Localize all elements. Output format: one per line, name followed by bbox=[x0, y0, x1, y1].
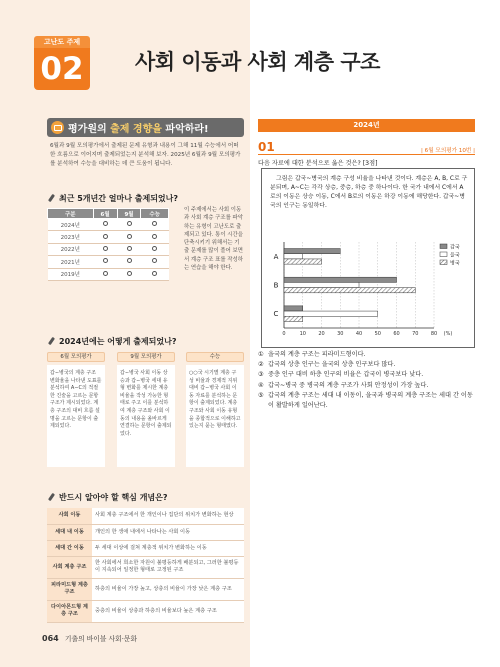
strategy-header bbox=[47, 118, 244, 137]
topic-badge bbox=[34, 36, 90, 96]
choice-number: ② bbox=[258, 361, 264, 369]
frequency-cell bbox=[117, 268, 141, 280]
bar bbox=[284, 306, 303, 311]
page-number: 064 bbox=[42, 634, 59, 643]
frequency-row bbox=[48, 268, 169, 280]
circle-mark-icon bbox=[152, 221, 157, 226]
frequency-cell bbox=[117, 231, 141, 243]
how2024-column bbox=[186, 352, 244, 467]
circle-mark-icon bbox=[152, 234, 157, 239]
choice-text: 갑국~병국 중 병국의 계층 구조가 사회 안정성이 가장 높다. bbox=[268, 381, 429, 389]
question-number: 01 bbox=[258, 140, 275, 154]
question-source: | 6월 모의평가 10번 | bbox=[421, 148, 475, 154]
question-prompt: 다음 자료에 대한 분석으로 옳은 것은? [3점] bbox=[258, 160, 378, 167]
x-tick-label: 30 bbox=[337, 331, 344, 337]
book-title: 기출의 바이블 사회·문화 bbox=[64, 635, 138, 643]
choice-number: ⑤ bbox=[258, 391, 264, 399]
how2024-column bbox=[117, 352, 175, 467]
frequency-cell bbox=[93, 256, 117, 268]
answer-choice[interactable] bbox=[258, 350, 475, 360]
answer-choice[interactable] bbox=[258, 370, 475, 380]
frequency-cell bbox=[141, 231, 169, 243]
how2024-section-title bbox=[47, 336, 176, 347]
strategy-title-highlight: 출제 경향을 bbox=[110, 124, 162, 135]
strategy-title-suffix: 파악하라! bbox=[165, 124, 209, 135]
bar bbox=[284, 277, 397, 282]
legend-label: 을국 bbox=[450, 252, 460, 259]
frequency-row bbox=[48, 256, 169, 268]
legend-label: 병국 bbox=[450, 260, 460, 267]
choice-text: 을국의 계층 구조는 피라미드형이다. bbox=[268, 351, 366, 358]
choice-number: ① bbox=[258, 351, 264, 358]
concept-row bbox=[47, 600, 244, 622]
bar bbox=[284, 311, 378, 316]
bar bbox=[284, 254, 303, 259]
frequency-table bbox=[47, 208, 169, 281]
frequency-cell bbox=[93, 243, 117, 255]
concept-term: 사회 계층 구조 bbox=[47, 556, 92, 578]
circle-mark-icon bbox=[103, 271, 108, 276]
frequency-cell bbox=[141, 268, 169, 280]
legend-swatch bbox=[440, 252, 447, 257]
frequency-note: 이 주제에서는 사회 이동과 사회 계층 구조를 파악하는 유형이 고난도로 출제되고 있다. 통이 시간을 단축시키기 위해서는 기출 문제를 많이 풀어 보면서 계층 구조 표를 작성하는 연습을 해야 한다. bbox=[184, 207, 243, 272]
concept-row bbox=[47, 556, 244, 578]
passage-box bbox=[261, 168, 475, 348]
frequency-cell bbox=[117, 256, 141, 268]
frequency-row bbox=[48, 231, 169, 243]
frequency-cell bbox=[117, 243, 141, 255]
year-banner: 2024년 bbox=[258, 119, 475, 132]
frequency-cell bbox=[93, 231, 117, 243]
concept-desc: 개인의 한 생애 내에서 나타나는 사회 이동 bbox=[92, 524, 244, 540]
concept-desc: 두 세대 이상에 걸쳐 계층적 위치가 변화하는 이동 bbox=[92, 540, 244, 556]
answer-choice[interactable] bbox=[258, 360, 475, 370]
frequency-row bbox=[48, 219, 169, 231]
page-title: 사회 이동과 사회 계층 구조 bbox=[135, 50, 380, 74]
pencil-icon bbox=[47, 337, 56, 346]
circle-mark-icon bbox=[127, 246, 132, 251]
topic-badge-label: 고난도 주제 bbox=[34, 36, 90, 48]
concepts-table bbox=[47, 508, 244, 623]
frequency-cell bbox=[141, 243, 169, 255]
x-tick-label: 0 bbox=[282, 331, 286, 337]
frequency-col-header: 수능 bbox=[141, 209, 169, 219]
frequency-col-header: 9월 bbox=[117, 209, 141, 219]
concept-desc: 사회 계층 구조에서 한 개인이나 집단의 위치가 변화하는 현상 bbox=[92, 508, 244, 524]
passage-text: 그림은 갑국~병국의 계층 구성 비율을 나타낸 것이다. 계층은 A, B, C로 구분되며, A~C는 각각 상층, 중층, 하층 중 하나이다. 한 국가 내에서 C에서 A로의 이동은 상승 이동, C에서 B로의 이동은 하강 이동에 해당한다. 갑국~병국의 인구는 동일하다. bbox=[270, 176, 468, 210]
concept-term: 다이아몬드형 계층 구조 bbox=[47, 600, 92, 622]
frequency-col-header: 구분 bbox=[48, 209, 94, 219]
frequency-year: 2021년 bbox=[48, 256, 94, 268]
concepts-section-title bbox=[47, 492, 168, 503]
concept-row bbox=[47, 540, 244, 556]
how2024-column bbox=[47, 352, 105, 467]
category-label: B bbox=[273, 281, 279, 290]
strategy-title-prefix: 평가원의 bbox=[68, 124, 107, 135]
how2024-column-body: 갑∼병국 사회 이동 상승과 갑∼병국 세대 유형 변화를 제시한 계층 비율을 작성 가능한 형태로 주고 이를 분석하여 계층 구조와 사회 이동의 내용을 올바르게 연결하는 문항이 출제되었다. bbox=[117, 365, 175, 467]
circle-mark-icon bbox=[103, 221, 108, 226]
how2024-column-head: 9월 모의평가 bbox=[117, 352, 175, 362]
concept-term: 세대 간 이동 bbox=[47, 540, 92, 556]
frequency-year: 2019년 bbox=[48, 268, 94, 280]
x-tick-label: 10 bbox=[299, 331, 306, 337]
how2024-column-body: 갑∼병국의 계층 구조 변화율을 나타낸 도표를 분석하여 A∼C의 적절한 진술을 고르는 문항 구조가 제시되었다. 계층 구조의 대비 흐름 설명을 고르는 문항이 출제되었다. bbox=[47, 365, 105, 467]
answer-choice[interactable] bbox=[258, 391, 475, 411]
legend-swatch bbox=[440, 244, 447, 249]
pencil-icon bbox=[47, 493, 56, 502]
circle-mark-icon bbox=[152, 271, 157, 276]
concept-desc: 한 사회에서 희소한 자원이 불평등하게 배분되고, 그러한 불평등이 지속되어 일정한 형태로 고정된 구조 bbox=[92, 556, 244, 578]
how2024-column-body: ○○국 시기별 계층 구성 비율과 경제적 지위 대비 갑∼병국 사회 이동 자료를 분석하는 문항이 출제되었다. 계층 구조와 사회 이동 유형을 종합적으로 이해하고 있는지 묻는 형태였다. bbox=[186, 365, 244, 467]
frequency-title: 최근 5개년간 얼마나 출제되었나? bbox=[59, 194, 179, 203]
frequency-section-title bbox=[47, 193, 178, 204]
strategy-title bbox=[68, 120, 209, 135]
legend-label: 갑국 bbox=[450, 244, 460, 251]
concept-term: 사회 이동 bbox=[47, 508, 92, 524]
category-label: C bbox=[273, 310, 279, 319]
strategy-box bbox=[47, 118, 244, 188]
frequency-year: 2023년 bbox=[48, 231, 94, 243]
circle-mark-icon bbox=[103, 258, 108, 263]
bar-chart bbox=[262, 238, 474, 348]
x-tick-label: 40 bbox=[355, 331, 363, 337]
frequency-cell bbox=[93, 268, 117, 280]
concept-row bbox=[47, 508, 244, 524]
choice-text: 중층 인구 대비 하층 인구의 비율은 갑국이 병국보다 낮다. bbox=[268, 371, 424, 379]
frequency-cell bbox=[141, 256, 169, 268]
x-tick-label: 50 bbox=[374, 331, 381, 337]
circle-mark-icon bbox=[127, 258, 132, 263]
bar bbox=[284, 282, 359, 287]
frequency-cell bbox=[117, 219, 141, 231]
bar-chart-svg bbox=[262, 238, 474, 348]
topic-number: 02 bbox=[34, 48, 90, 90]
strategy-body: 6월과 9월 모의평가에서 출제된 문제 유형과 내용이 그해 11월 수능에서 어떠한 흐름으로 이어지며 출제되었는지 분석해 보자. 2025년 6월과 9월 모의평가를 분석하여 수능을 대비하는 데 큰 도움이 됩니다. bbox=[50, 143, 241, 167]
concept-term: 피라미드형 계층 구조 bbox=[47, 578, 92, 600]
concept-term: 세대 내 이동 bbox=[47, 524, 92, 540]
concept-desc: 하층의 비율이 가장 높고, 상층의 비율이 가장 낮은 계층 구조 bbox=[92, 578, 244, 600]
frequency-row bbox=[48, 243, 169, 255]
how2024-column-head: 수능 bbox=[186, 352, 244, 362]
circle-mark-icon bbox=[103, 246, 108, 251]
frequency-col-header: 6월 bbox=[93, 209, 117, 219]
divider bbox=[258, 154, 475, 155]
frequency-cell bbox=[141, 219, 169, 231]
x-tick-label: 70 bbox=[412, 331, 419, 337]
circle-mark-icon bbox=[127, 234, 132, 239]
choice-number: ④ bbox=[258, 381, 264, 389]
bar bbox=[284, 316, 303, 321]
x-tick-label: 80 bbox=[430, 331, 438, 337]
pencil-icon bbox=[47, 194, 56, 203]
circle-mark-icon bbox=[127, 221, 132, 226]
category-label: A bbox=[273, 252, 279, 261]
frequency-year: 2024년 bbox=[48, 219, 94, 231]
concept-row bbox=[47, 524, 244, 540]
frequency-header-row bbox=[48, 209, 169, 219]
concepts-title: 반드시 알아야 할 핵심 개념은? bbox=[59, 493, 168, 502]
legend-swatch bbox=[440, 260, 447, 265]
frequency-cell bbox=[93, 219, 117, 231]
how2024-column-head: 6월 모의평가 bbox=[47, 352, 105, 362]
circle-mark-icon bbox=[152, 246, 157, 251]
bar bbox=[284, 249, 340, 254]
choice-text: 갑국의 계층 구조는 세대 내 이동이, 을국과 병국의 계층 구조는 세대 간 이동이 활발하게 일어난다. bbox=[268, 391, 473, 410]
answer-choice[interactable] bbox=[258, 381, 475, 391]
page-footer bbox=[42, 633, 137, 643]
concept-row bbox=[47, 578, 244, 600]
bar bbox=[284, 259, 322, 264]
circle-mark-icon bbox=[152, 258, 157, 263]
circle-mark-icon bbox=[103, 234, 108, 239]
answer-choices bbox=[258, 350, 475, 411]
target-icon bbox=[51, 121, 64, 134]
concept-desc: 중층의 비율이 상층과 하층의 비율보다 높은 계층 구조 bbox=[92, 600, 244, 622]
how2024-title: 2024년에는 어떻게 출제되었나? bbox=[59, 337, 177, 346]
frequency-year: 2022년 bbox=[48, 243, 94, 255]
circle-mark-icon bbox=[127, 271, 132, 276]
x-tick-label: 20 bbox=[318, 331, 325, 337]
choice-number: ③ bbox=[258, 371, 264, 379]
x-tick-label: 60 bbox=[393, 331, 400, 337]
bar bbox=[284, 288, 415, 293]
choice-text: 갑국의 상층 인구는 을국의 상층 인구보다 많다. bbox=[268, 361, 396, 369]
x-unit-label: (%) bbox=[443, 331, 453, 337]
